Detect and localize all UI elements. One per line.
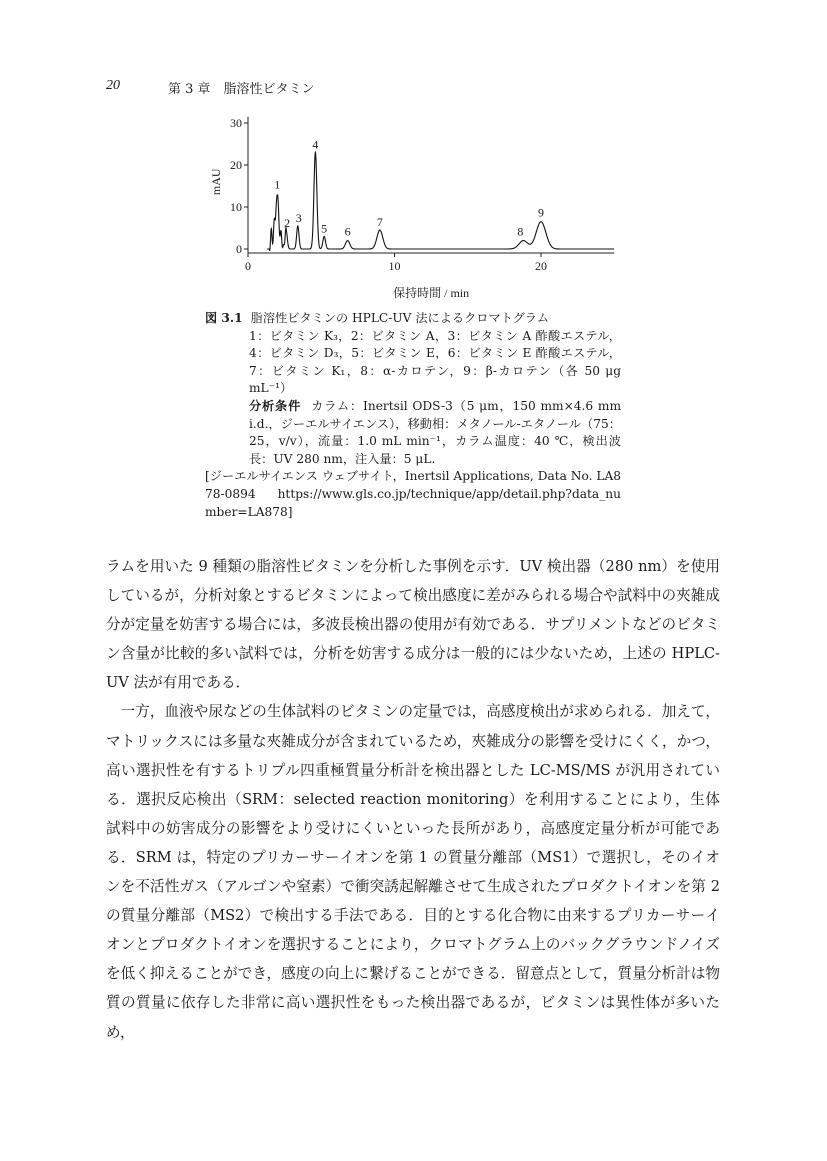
peak-legend: 1：ビタミン K₃，2：ビタミン A，3：ビタミン A 酢酸エステル，4：ビタミン D₃，5：ビタミン E，6：ビタミン E 酢酸エステル，7：ビタミン K₁，8：α-カロテン，9：β-カロテン（各 50 μg mL⁻¹） [249,328,621,396]
peak-label-4: 4 [312,137,319,152]
peak-label-3: 3 [295,210,302,225]
x-tick-label: 10 [388,259,401,273]
body-text [106,552,720,1047]
peak-label-2: 2 [284,216,291,231]
analysis-conditions [205,398,621,468]
caption-title: 脂溶性ビタミンの HPLC-UV 法によるクロマトグラム [250,311,550,325]
figure-caption [205,310,621,521]
conditions-label: 分析条件 [249,398,302,413]
paragraph-1: ラムを用いた 9 種類の脂溶性ビタミンを分析した事例を示す．UV 検出器（280 nm）を使用しているが，分析対象とするビタミンによって検出感度に差がみられる場合や試料中の夾雑成分が定量を妨害する場合には，多波長検出器の使用が有効である．サプリメントなどのビタミン含量が比較的多い試料では，分析を妨害する成分は一般的には少ないため，上述の HPLC-UV 法が有用である． [106,558,720,692]
chromatogram-trace [267,152,614,250]
page-number: 20 [106,78,120,93]
y-tick-label: 10 [230,200,242,214]
peak-label-7: 7 [376,215,383,230]
conditions-text: カラム：Inertsil ODS-3（5 μm，150 mm×4.6 mm i.d.，ジーエルサイエンス），移動相：メタノール-エタノール（75：25，v/v），流量：1.0 mL min⁻¹，カラム温度：40 ℃，検出波長：UV 280 nm，注入量：5 μL. [249,398,621,466]
chromatogram-chart [205,108,635,308]
peak-label-6: 6 [344,224,351,239]
y-tick-label: 20 [230,158,242,172]
caption-title-line [205,310,621,328]
peak-label-5: 5 [321,221,328,236]
chapter-title: 第 3 章 脂溶性ビタミン [168,82,315,97]
peak-label-9: 9 [538,205,544,220]
peak-label-8: 8 [517,224,524,239]
x-axis-title: 保持時間 / min [393,286,470,300]
paragraph-2: 一方，血液や尿などの生体試料のビタミンの定量では，高感度検出が求められる．加えて，マトリックスには多量な夾雑成分が含まれているため，夾雑成分の影響を受けにくく，かつ，高い選択性を有するトリプル四重極質量分析計を検出器とした LC-MS/MS が汎用されている．選択反応検出（SRM：selected reaction monitoring）を利用することにより，生体試料中の妨害成分の影響をより受けにくいといった長所があり，高感度定量分析が可能である．SRM は，特定のプリカーサーイオンを第 1 の質量分離部（MS1）で選択し，そのイオンを不活性ガス（アルゴンや窒素）で衝突誘起解離させて生成されたプロダクトイオンを第 2 の質量分離部（MS2）で検出する手法である．目的とする化合物に由来するプリカーサーイオンとプロダクトイオンを選択することにより，クロマトグラム上のバックグラウンドノイズを低く抑えることができ，感度の向上に繋げることができる．留意点として，質量分析計は物質の質量に依存した非常に高い選択性をもった検出器であるが，ビタミンは異性体が多いため， [106,703,720,1041]
caption-number: 図 3.1 [205,311,243,325]
peak-label-1: 1 [274,177,281,192]
y-tick-label: 30 [230,116,242,130]
x-tick-label: 0 [245,259,251,273]
y-tick-label: 0 [236,242,242,256]
figure-source: [ジーエルサイエンス ウェブサイト，Inertsil Applications, Data No. LA878-0894 https://www.gls.co.jp/technique/app/detail.php?data_number=LA878] [205,469,621,519]
y-axis-title: mAU [209,168,223,196]
x-tick-label: 20 [535,259,547,273]
